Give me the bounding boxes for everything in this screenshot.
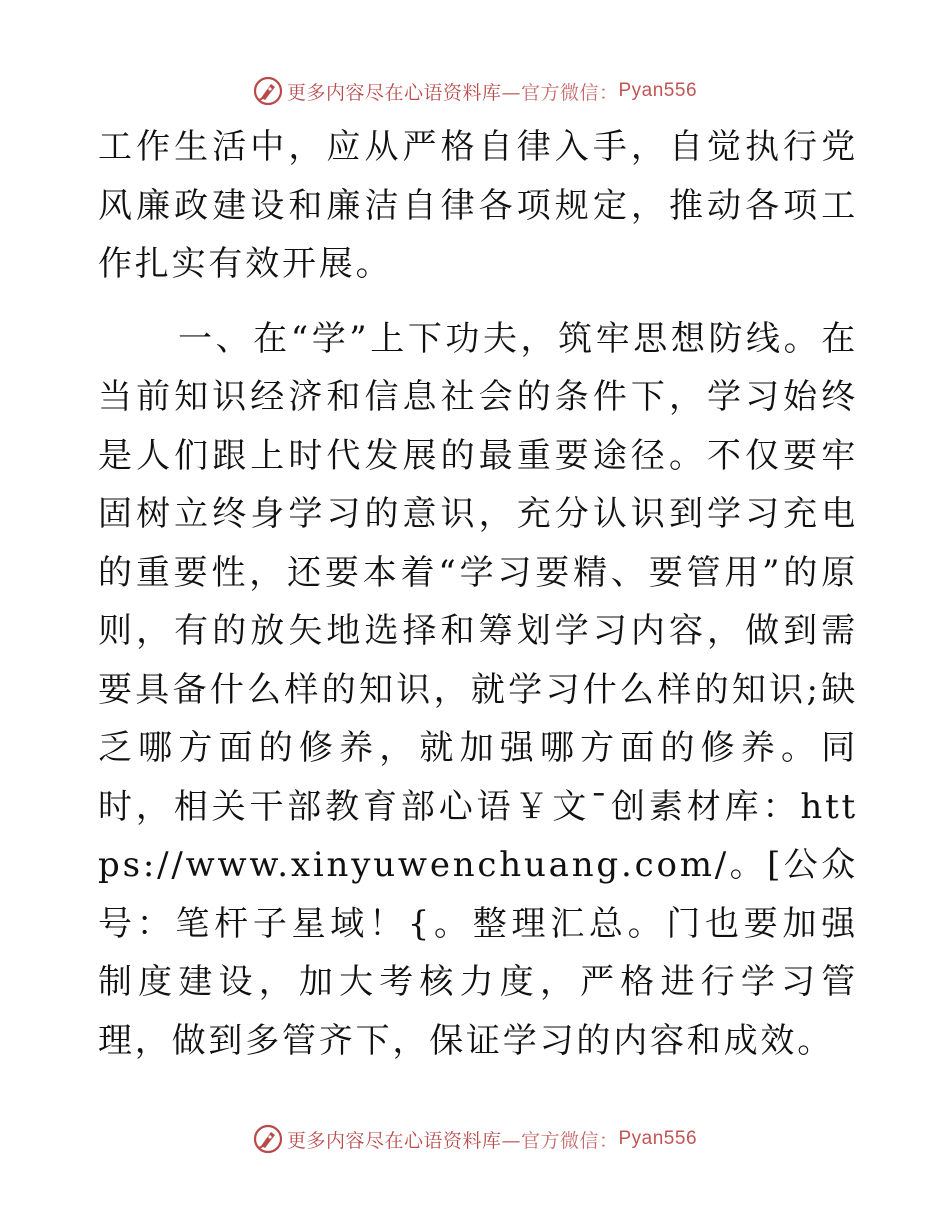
page-footer-watermark: [0, 1122, 950, 1156]
header-watermark-text: 更多内容尽在心语资料库: [286, 81, 502, 104]
paragraph: 工作生活中，应从严格自律入手，自觉执行党风廉政建设和廉洁自律各项规定，推动各项工作扎实有效开展。: [98, 127, 858, 284]
footer-watermark-wechat-label: —官方微信：: [501, 1129, 619, 1152]
footer-watermark-wechat-id: Pyan556: [618, 1128, 698, 1149]
footer-watermark-text: 更多内容尽在心语资料库: [286, 1129, 502, 1152]
header-watermark-wechat-id: Pyan556: [618, 80, 698, 101]
pen-nib-logo-icon: [253, 76, 283, 106]
pen-nib-logo-icon: [253, 1124, 283, 1154]
document-body: [98, 118, 858, 1070]
header-watermark-wechat-label: —官方微信：: [501, 81, 619, 104]
page-header-watermark: [0, 74, 950, 108]
paragraph: 一、在“学”上下功夫，筑牢思想防线。在当前知识经济和信息社会的条件下，学习始终是人们跟上时代发展的最重要途径。不仅要牢固树立终身学习的意识，充分认识到学习充电的重要性，还要本着“学习要精、要管用”的原则，有的放矢地选择和筹划学习内容，做到需要具备什么样的知识，就学习什么样的知识;缺乏哪方面的修养，就加强哪方面的修养。同时，相关干部教育部心语￥文¯创素材库：https://www.xinyuwenchuang.com/。[公众号：笔杆子星域！{。整理汇总。门也要加强制度建设，加大考核力度，严格进行学习管理，做到多管齐下，保证学习的内容和成效。: [98, 318, 858, 1061]
